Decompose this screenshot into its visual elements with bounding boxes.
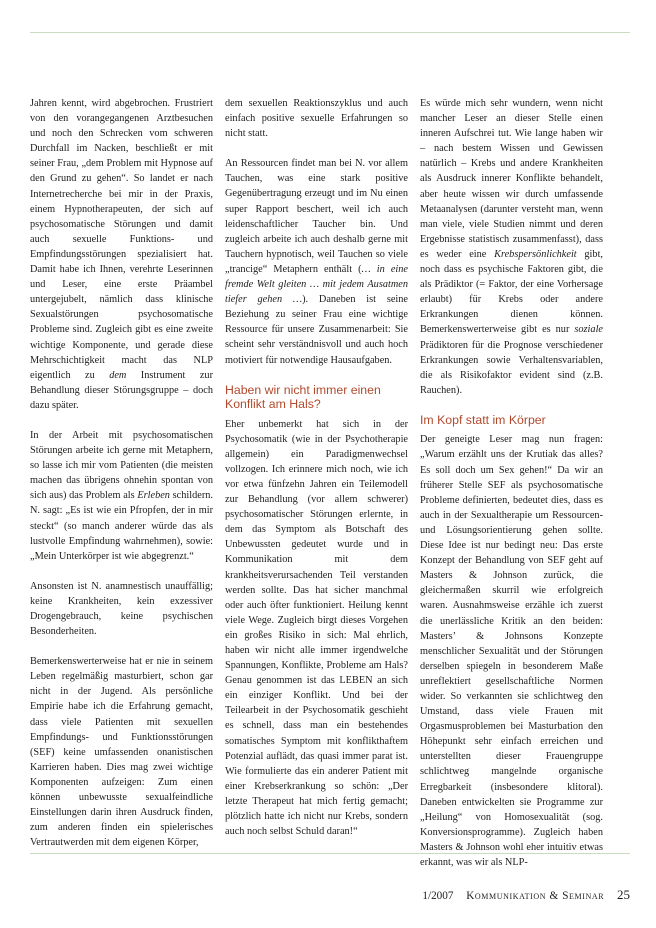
paragraph: An Ressourcen findet man bei N. vor allem Tauchen, was eine stark positive Gegenübertragung erzeugt und im Nu einen super Rapport beschert, weil ich auch leidenschaftlicher Taucher bin. Und zugleich arbeite ich auch deshalb gerne mit Tauchern hypnotisch, weil Tauchen so viele „trancige“ Metaphern enthält (… in eine fremde Welt gleiten … mit jedem Ausatmen tiefer gehen …). Daneben ist seine Beziehung zu seiner Frau eine wichtige Ressource für unsere Zusammenarbeit: Sie scheint sehr verständnisvoll und auch hoch motiviert für notwendige Hausaufgaben. [225,158,408,366]
text-column-1 [30,96,213,865]
page-number: 25 [617,887,630,902]
paragraph: Der geneigte Leser mag nun fragen: „Warum erzählt uns der Krutiak das alles? Es soll doch um Sex gehen!“ Da wir an früherer Stelle SEF als psychosomatische Probleme definierten, bedeutet dies, dass es auch in der Sexualtherapie um Ressourcen- und Lösungsorientierung gehen sollte. Diese Idee ist nur bedingt neu: Das erste Konzept der Behandlung von SEF geht auf Masters & Johnson zurück, die gleichermaßen skurril wie erfolgreich waren. Ausnahmsweise erzähle ich zuerst die unerlässliche Kritik an den beiden: Masters’ & Johnsons Konzepte menschlicher Sexualität und der Störungen derselben spiegeln in besonderem Maße unreflektiert gesellschaftliche Normen wider. So verkannten sie schlichtweg den Umstand, dass viele Frauen mit Orgasmusproblemen bei Masturbation den Höhepunkt sehr einfach erreichen und unterstellten dieser Frauengruppe schlichtweg mangelnde organische Erregbarkeit (insbesondere klitoral). Daneben entwickelten sie Programme zur „Heilung“ von Homosexualität (sog. Konversionsprogramme). Zugleich haben Masters & Johnson wohl eher intuitiv etwas erkannt, was wir als NLP- [420,434,603,868]
paragraph: In der Arbeit mit psychosomatischen Störungen arbeite ich gerne mit Metaphern, so lasse ich mir vom Patienten (die meisten machen das übrigens ohnehin spontan von sich aus) das Problem als Erleben schildern. N. sagt: „Es ist wie ein Pfropfen, der in mir steckt“ (so manch anderer würde das als lustvolle Empfindung wahrnehmen), sowie: „Mein Unterkörper ist wie abgegrenzt.“ [30,429,213,562]
bottom-rule [30,853,630,854]
paragraph: Es würde mich sehr wundern, wenn nicht mancher Leser an dieser Stelle einen inneren Aufschrei tut. Wie lange haben wir – nach bestem Wissen und Gewissen natürlich – Krebs und andere Krankheiten als Ausdruck innerer Konflikte behandelt, aber heute wissen wir durch umfassende Metaanalysen (darunter versteht man, wenn man viele, viele Studien nimmt und deren Ergebnisse statistisch zusammenfasst), dass es weder eine Krebspersönlichkeit gibt, noch dass es psychische Faktoren gibt, die als Prädiktor (= Faktor, der eine Vorhersage erlaubt) für Krebs oder andere Erkrankungen dienen können. Bemerkenswerterweise gibt es nur soziale Prädiktoren für die Prognose verschiedener Erkrankungen sowie Verhaltensvariablen, die als Risikofaktor evident sind (z.B. Rauchen). [420,98,604,396]
paragraph: Eher unbemerkt hat sich in der Psychosomatik (wie in der Psychotherapie allgemein) ein Paradigmenwechsel vollzogen. Ich erinnere mich noch, wie ich vor etwa fünfzehn Jahren ein Teilemodell zur Behandlung (vor allem schwerer) psychosomatischer Störungen erlernte, in dem das Symptom als Botschaft des Unbewussten gedeutet wurde und in Kommunikation mit dem krankheitsverursachenden Teil verstanden werden sollte. Das hat sicher manchmal oder auch öfter funktioniert. Heilung kennt viele Wege. Zugleich birgt dieses Vorgehen ein großes Risiko in sich: Mal ehrlich, haben wir nicht alle immer irgendwelche Spannungen, Konflikte, Probleme am Hals? Genau genommen ist das LEBEN an sich ein einziger Konflikt. Und bei der Teilearbeit in der Psychosomatik geschieht es schnell, dass man ein bestehendes somatisches Symptom mit konflikthaftem Potenzial auflädt, das quasi immer parat ist. Wie formulierte das ein anderer Patient mit einer Krebserkrankung so schön: „Der letzte Therapeut hat mich fertig gemacht; plötzlich hatte ich nicht nur Krebs, sondern auch noch selbst Schuld daran!“ [225,418,408,838]
journal-name: Kommunikation & Seminar [466,890,605,902]
paragraph: dem sexuellen Reaktionszyklus und auch einfach positive sexuelle Erfahrungen so nicht statt. [225,98,408,140]
paragraph: Jahren kennt, wird abgebrochen. Frustriert von den vorangegangenen Arztbesuchen und noch den Schrecken vom schweren Durchfall im Nacken, beschließt er mit seiner Frau, „dem Problem mit Hypnose auf den Grund zu gehen“. So landet er nach Internetrecherche bei mir in der Praxis, einem Hypnotherapeuten, der sich auf psychosomatische Störungen und damit auch sexuelle Funktions- und Empfindungsstörungen spezialisiert hat. Damit habe ich Ihnen, verehrte Leserinnen und Leser, eine erste Präambel untergejubelt, nämlich dass klinische Sexualstörungen psychosomatische Probleme sind. Zugleich gibt es eine zweite wichtige Komponente, und gerade diese Mehrschichtigkeit macht das NLP eigentlich zu dem Instrument zur Behandlung dieser Störungsgruppe – doch dazu später. [30,98,213,411]
text-column-3 [420,96,603,885]
section-heading: Im Kopf statt im Körper [420,412,546,427]
section-heading: Haben wir nicht immer einen Konflikt am Hals? [225,382,381,412]
paragraph: Bemerkenswerterweise hat er nie in seinem Leben regelmäßig masturbiert, schon gar nicht in der Jugend. Als persönliche Empirie habe ich die Erfahrung gemacht, dass viele Patienten mit sexuellen Empfindungs- und Funktionsstörungen (SEF) keine umfassenden onanistischen Karrieren haben. Dies mag zwei wichtige Komponenten aufzeigen: Zum einen können unbewusste sexualfeindliche Einstellungen darin ihren Ausdruck finden, zum anderen finden ein spielerisches Vertrautwerden mit dem eigenen Körper, [30,656,213,849]
issue-number: 1/2007 [422,890,454,902]
page-footer [422,887,630,903]
top-rule [30,32,630,33]
paragraph: Ansonsten ist N. anamnestisch unauffällig; keine Krankheiten, kein exzessiver Drogengebrauch, keine psychischen Besonderheiten. [30,580,213,638]
text-column-2 [225,96,408,854]
